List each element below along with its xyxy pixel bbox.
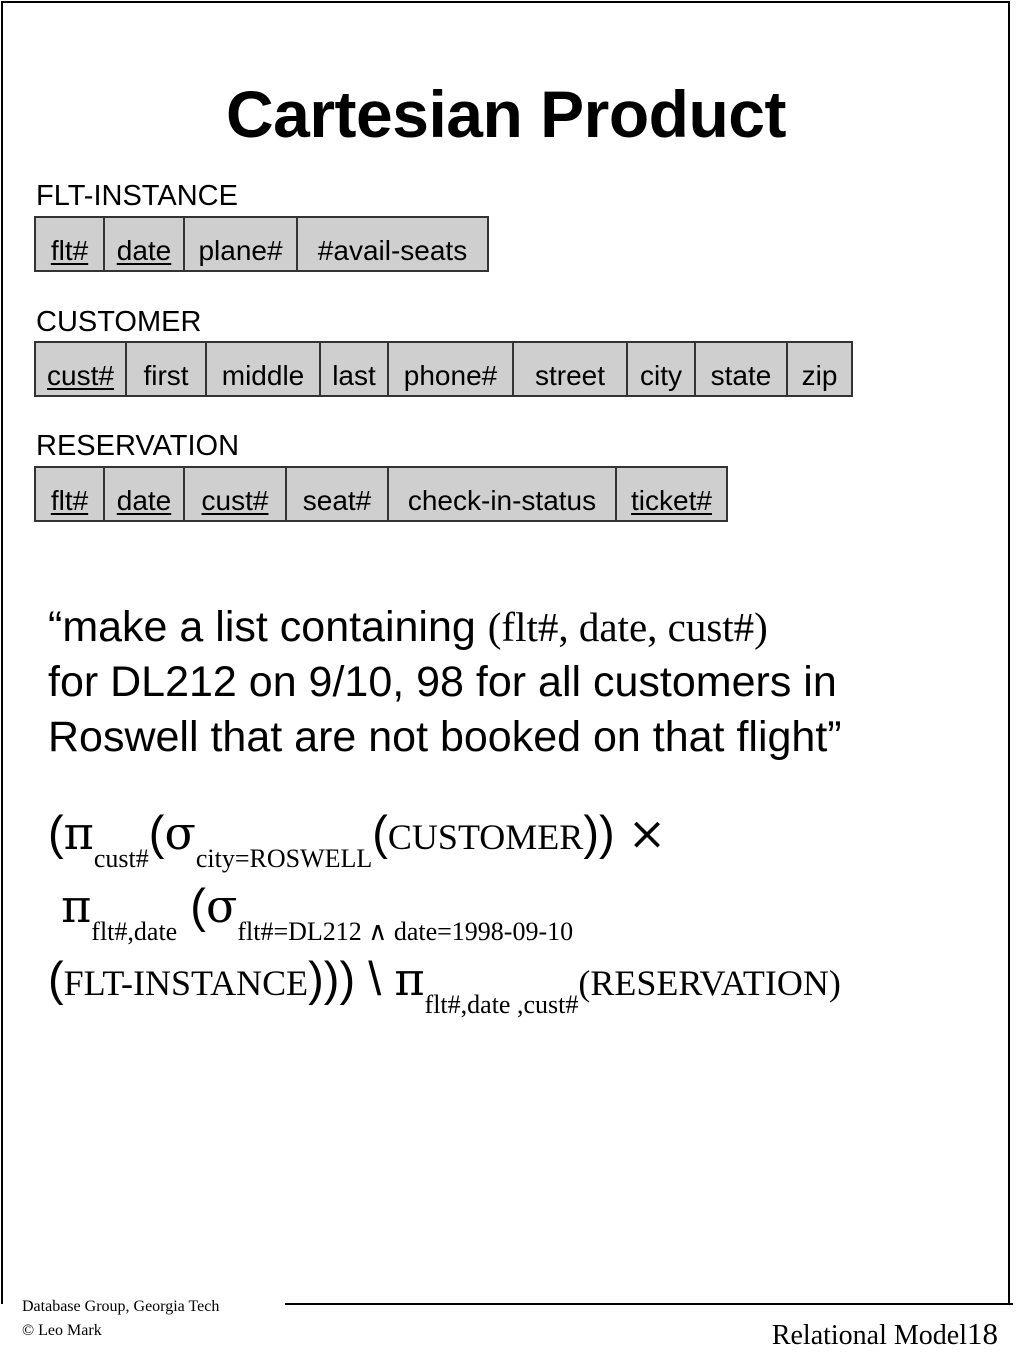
relation-customer: CUSTOMER	[387, 817, 584, 857]
paren: (	[190, 879, 206, 932]
selection-symbol: σ	[164, 806, 196, 860]
footer-group: Database Group, Georgia Tech	[22, 1298, 220, 1315]
paren: )))	[308, 952, 356, 1005]
attribute-ticket: ticket#	[631, 485, 712, 516]
attribute-seat: seat#	[287, 468, 389, 520]
difference-symbol: \	[368, 952, 382, 1005]
projection-attrs: flt#,date	[91, 917, 178, 946]
expression-line-1	[48, 805, 841, 878]
projection-symbol: π	[394, 952, 425, 1006]
attribute-first: first	[127, 343, 207, 395]
attribute-phone: phone#	[389, 343, 514, 395]
attribute-flt: flt#	[36, 218, 105, 270]
attribute-city: city	[628, 343, 696, 395]
attribute-date: date	[105, 468, 185, 520]
query-line-3: Roswell that are not booked on that flight”	[48, 713, 842, 761]
footer-divider	[285, 1303, 1013, 1305]
expression-line-3	[48, 951, 841, 1024]
attribute-avail-seats: #avail-seats	[317, 235, 468, 266]
attribute-state: state	[696, 343, 788, 395]
relational-algebra-expression	[48, 805, 841, 1024]
relation-flt-instance: FLT-INSTANCE	[63, 963, 309, 1003]
cartesian-product-symbol: ×	[627, 806, 667, 860]
condition-part-b: date=1998-09-10	[387, 917, 574, 946]
attribute-cust: cust#	[36, 343, 127, 395]
selection-symbol: σ	[205, 879, 238, 933]
paren: (	[148, 806, 165, 859]
attribute-middle: middle	[207, 343, 321, 395]
and-symbol: ∧	[368, 917, 388, 946]
query-text: “make a list containing	[48, 603, 488, 651]
paren: ))	[583, 806, 615, 859]
projection-symbol: π	[61, 879, 92, 933]
relation-reservation: (RESERVATION)	[578, 963, 841, 1003]
relation-schema-flt-instance	[34, 216, 489, 272]
projection-attrs: flt#,date ,cust#	[424, 990, 579, 1019]
condition-part-a: flt#=DL212	[237, 917, 369, 946]
attribute-flt: flt#	[36, 468, 105, 520]
relation-name-flt-instance: FLT-INSTANCE	[36, 180, 238, 212]
page-number: 18	[967, 1316, 998, 1351]
paren: (	[48, 806, 64, 859]
relation-schema-customer	[34, 341, 853, 397]
projection-attrs: cust#	[93, 844, 149, 873]
attribute-plane: plane#	[185, 218, 298, 270]
paren: (	[48, 952, 64, 1005]
query-line-2: for DL212 on 9/10, 98 for all customers in	[48, 658, 837, 706]
attribute-cust: cust#	[185, 468, 287, 520]
selection-condition: city=ROSWELL	[195, 844, 373, 873]
paren: (	[372, 806, 388, 859]
relation-name-customer: CUSTOMER	[36, 306, 202, 338]
slide-title: Cartesian Product	[226, 77, 786, 151]
attribute-date: date	[105, 218, 185, 270]
attribute-zip: zip	[801, 360, 838, 391]
query-description	[48, 600, 842, 765]
attribute-check-in-status: check-in-status	[389, 468, 617, 520]
query-tuple: (flt#, date, cust#)	[487, 604, 768, 650]
attribute-last: last	[321, 343, 389, 395]
expression-line-2	[48, 878, 841, 951]
relation-schema-reservation	[34, 466, 728, 522]
selection-condition	[237, 917, 573, 946]
query-line-1	[48, 600, 842, 655]
footer-copyright: © Leo Mark	[22, 1322, 102, 1339]
projection-symbol: π	[63, 806, 94, 860]
relation-name-reservation: RESERVATION	[36, 430, 240, 462]
section-label: Relational Model	[771, 1320, 967, 1351]
attribute-street: street	[514, 343, 628, 395]
footer-section	[772, 1316, 998, 1352]
